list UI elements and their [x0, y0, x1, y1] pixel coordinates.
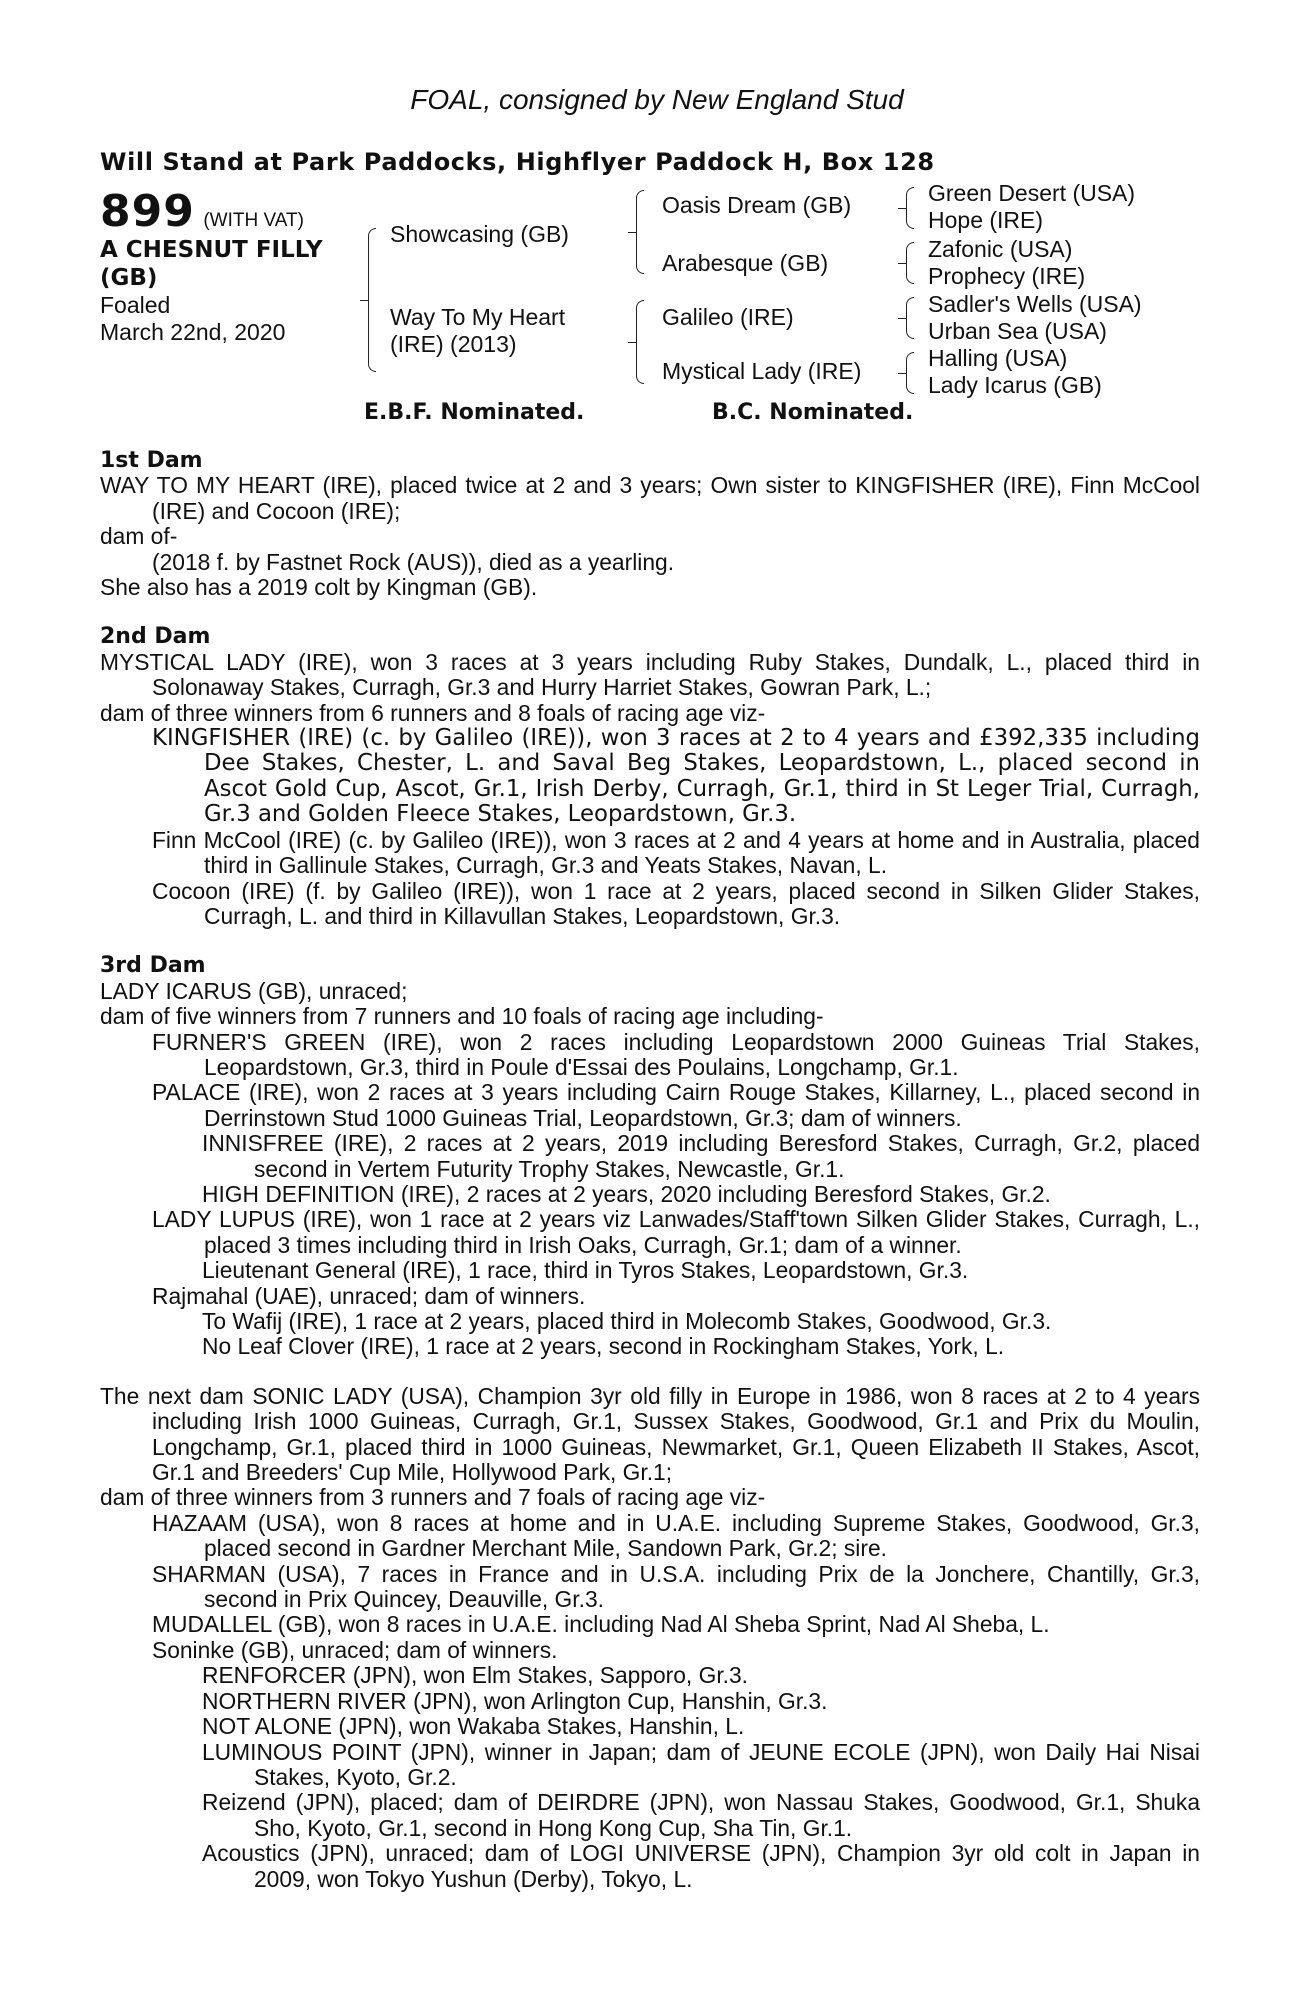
pedigree-sire-dam: Arabesque (GB): [662, 250, 829, 276]
progeny-entry: No Leaf Clover (IRE), 1 race at 2 years, second in Rockingham Stakes, York, L.: [202, 1333, 1005, 1360]
third-dam-heading: 3rd Dam: [100, 953, 206, 979]
first-dam-entry: WAY TO MY HEART (IRE), placed twice at 2 and 3 years; Own sister to KINGFISHER (IRE), Finn McCool (IRE) and Cocoon (IRE);: [100, 472, 1200, 524]
pedigree-brace-ds: [906, 297, 914, 339]
lot-number: [100, 186, 304, 237]
pedigree-ssd: Hope (IRE): [928, 207, 1044, 233]
progeny-entry: Soninke (GB), unraced; dam of winners.: [152, 1636, 558, 1663]
vat-note: (WITH VAT): [203, 210, 304, 231]
next-dam-entry: The next dam SONIC LADY (USA), Champion 3yr old filly in Europe in 1986, won 8 races at 2 to 4 years including Irish 1000 Guineas, Curragh, Gr.1, Sussex Stakes, Goodwood, Gr.1 and Prix du Moulin, Longchamp, Gr.1, placed third in 1000 Guineas, Newmarket, Gr.1, Queen Elizabeth II Stakes, Ascot, Gr.1 and Breeders' Cup Mile, Hollywood Park, Gr.1;: [100, 1382, 1200, 1486]
foaled-date: March 22nd, 2020: [100, 319, 286, 345]
dam-of-line: dam of three winners from 6 runners and 8 foals of racing age viz-: [100, 699, 766, 726]
progeny-entry: INNISFREE (IRE), 2 races at 2 years, 2019 including Beresford Stakes, Curragh, Gr.2, placed second in Vertem Futurity Trophy Stakes, Newcastle, Gr.1.: [202, 1130, 1200, 1182]
progeny-entry: Reizend (JPN), placed; dam of DEIRDRE (JPN), won Nassau Stakes, Goodwood, Gr.1, Shuka Sho, Kyoto, Gr.1, second in Hong Kong Cup, Sha Tin, Gr.1.: [202, 1789, 1200, 1841]
pedigree-ddd: Lady Icarus (GB): [928, 372, 1102, 398]
progeny-entry: HIGH DEFINITION (IRE), 2 races at 2 years, 2020 including Beresford Stakes, Gr.2.: [202, 1180, 1051, 1207]
progeny-entry: PALACE (IRE), won 2 races at 3 years including Cairn Rouge Stakes, Killarney, L., placed second in Derrinstown Stud 1000 Guineas Trial, Leopardstown, Gr.3; dam of winners.: [152, 1079, 1200, 1131]
progeny-entry: SHARMAN (USA), 7 races in France and in U.S.A. including Prix de la Jonchere, Chantilly, Gr.3, second in Prix Quincey, Deauville, Gr.3.: [152, 1560, 1200, 1613]
pedigree-sds: Zafonic (USA): [928, 236, 1073, 262]
pedigree-dam-dam: Mystical Lady (IRE): [662, 358, 862, 384]
dam-of-line: dam of three winners from 3 runners and 7 foals of racing age viz-: [100, 1484, 766, 1511]
stand-location: Will Stand at Park Paddocks, Highflyer Paddock H, Box 128: [100, 148, 935, 176]
foaled-label: Foaled: [100, 292, 171, 318]
dam-of-line: dam of-: [100, 523, 178, 550]
pedigree-brace-dd: [906, 352, 914, 394]
pedigree-dsd: Urban Sea (USA): [928, 318, 1107, 344]
pedigree-brace-dam: [636, 300, 644, 384]
pedigree-dss: Sadler's Wells (USA): [928, 291, 1142, 317]
pedigree-dds: Halling (USA): [928, 345, 1068, 371]
pedigree-body: [100, 448, 1200, 1892]
pedigree-dam: Way To My Heart (IRE) (2013): [390, 304, 566, 357]
page-header: FOAL, consigned by New England Stud: [410, 84, 904, 115]
progeny-entry: HAZAAM (USA), won 8 races at home and in U.A.E. including Supreme Stakes, Goodwood, Gr.3, placed second in Gardner Merchant Mile, Sandown Park, Gr.2; sire.: [152, 1509, 1200, 1562]
third-dam-entry: LADY ICARUS (GB), unraced;: [100, 977, 408, 1004]
progeny-entry: LUMINOUS POINT (JPN), winner in Japan; dam of JEUNE ECOLE (JPN), won Daily Hai Nisai Stakes, Kyoto, Gr.2.: [202, 1738, 1200, 1790]
second-dam-entry: MYSTICAL LADY (IRE), won 3 races at 3 years including Ruby Stakes, Dundalk, L., placed third in Solonaway Stakes, Curragh, Gr.3 and Hurry Harriet Stakes, Gowran Park, L.;: [100, 648, 1200, 701]
progeny-entry: To Wafij (IRE), 1 race at 2 years, placed third in Molecomb Stakes, Goodwood, Gr.3.: [202, 1308, 1052, 1334]
bc-nomination: B.C. Nominated.: [712, 400, 914, 425]
progeny-entry: Acoustics (JPN), unraced; dam of LOGI UNIVERSE (JPN), Champion 3yr old colt in Japan in 2009, won Tokyo Yushun (Derby), Tokyo, L.: [202, 1840, 1200, 1892]
progeny-entry: Finn McCool (IRE) (c. by Galileo (IRE)), won 3 races at 2 and 4 years at home and in Australia, placed third in Gallinule Stakes, Curragh, Gr.3 and Yeats Stakes, Navan, L.: [152, 826, 1200, 879]
progeny-entry: MUDALLEL (GB), won 8 races in U.A.E. including Nad Al Sheba Sprint, Nad Al Sheba, L.: [152, 1611, 1050, 1638]
pedigree-brace-gen1: [368, 228, 376, 372]
dam-of-line: dam of five winners from 7 runners and 10 foals of racing age including-: [100, 1003, 824, 1030]
pedigree-sire-sire: Oasis Dream (GB): [662, 192, 852, 218]
progeny-entry: LADY LUPUS (IRE), won 1 race at 2 years viz Lanwades/Staff'town Silken Glider Stakes, Curragh, L., placed 3 times including third in Irish Oaks, Curragh, Gr.1; dam of a winner.: [152, 1206, 1200, 1258]
progeny-entry: NORTHERN RIVER (JPN), won Arlington Cup, Hanshin, Gr.3.: [202, 1687, 828, 1714]
pedigree-brace-sire: [636, 190, 644, 274]
pedigree-dam-sire: Galileo (IRE): [662, 304, 794, 330]
progeny-entry: FURNER'S GREEN (IRE), won 2 races including Leopardstown 2000 Guineas Trial Stakes, Leopardstown, Gr.3, third in Poule d'Essai des Poulains, Longchamp, Gr.1.: [152, 1028, 1200, 1080]
first-dam-heading: 1st Dam: [100, 448, 203, 473]
foaled-info: [100, 292, 285, 346]
progeny-entry: NOT ALONE (JPN), won Wakaba Stakes, Hanshin, L.: [202, 1713, 745, 1740]
pedigree-brace-sd: [906, 242, 914, 284]
horse-description: A CHESNUT FILLY (GB): [100, 237, 323, 291]
produce-entry: (2018 f. by Fastnet Rock (AUS)), died as a yearling.: [152, 548, 675, 575]
pedigree-sss: Green Desert (USA): [928, 180, 1136, 206]
pedigree-sire: Showcasing (GB): [390, 221, 569, 247]
progeny-entry: Cocoon (IRE) (f. by Galileo (IRE)), won 1 race at 2 years, placed second in Silken Glider Stakes, Curragh, L. and third in Killavullan Stakes, Leopardstown, Gr.3.: [152, 877, 1200, 929]
progeny-entry: Lieutenant General (IRE), 1 race, third in Tyros Stakes, Leopardstown, Gr.3.: [202, 1257, 969, 1284]
second-dam-heading: 2nd Dam: [100, 624, 211, 650]
ebf-nomination: E.B.F. Nominated.: [364, 400, 585, 425]
progeny-entry: KINGFISHER (IRE) (c. by Galileo (IRE)), won 3 races at 2 to 4 years and £392,335 including Dee Stakes, Chester, L. and Saval Beg Stakes, Leopardstown, L., placed second in Ascot Gold Cup, Ascot, Gr.1, Irish Derby, Curragh, Gr.1, third in St Leger Trial, Curragh, Gr.3 and Golden Fleece Stakes, Leopardstown, Gr.3.: [152, 725, 1200, 828]
produce-note: She also has a 2019 colt by Kingman (GB).: [100, 574, 538, 601]
pedigree-brace-ss: [906, 187, 914, 229]
lot-number-value: 899: [100, 186, 195, 237]
progeny-entry: Rajmahal (UAE), unraced; dam of winners.: [152, 1282, 586, 1309]
pedigree-sdd: Prophecy (IRE): [928, 263, 1086, 289]
progeny-entry: RENFORCER (JPN), won Elm Stakes, Sapporo, Gr.3.: [202, 1662, 749, 1689]
